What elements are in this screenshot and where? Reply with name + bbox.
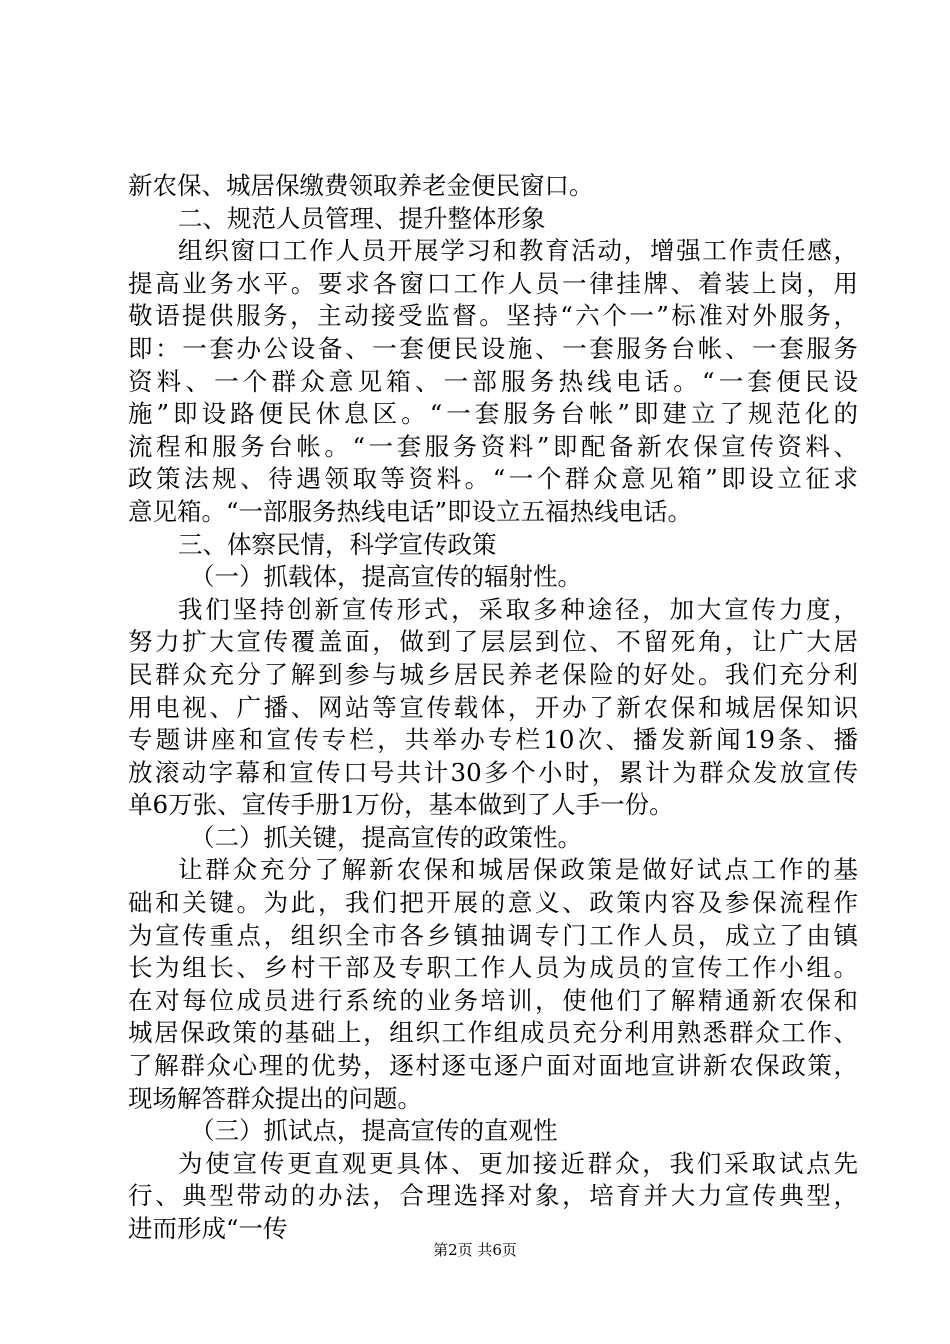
text-line: 流程和服务台帐。“一套服务资料”即配备新农保宣传资料、 (128, 431, 858, 461)
text-line: 在对每位成员进行系统的业务培训，使他们了解精通新农保和 (128, 985, 858, 1015)
text-line: 提高业务水平。要求各窗口工作人员一律挂牌、着装上岗，用 (128, 268, 858, 298)
text-line: 我们坚持创新宣传形式，采取多种途径，加大宣传力度， (178, 594, 858, 624)
section-heading: 三、体察民情，科学宣传政策 (178, 529, 497, 559)
text-line: 了解群众心理的优势，逐村逐屯逐户面对面地宣讲新农保政策， (128, 1051, 858, 1081)
subsection-heading: （二）抓关键，提高宣传的政策性。 (190, 822, 582, 852)
text-line: 为使宣传更直观更具体、更加接近群众，我们采取试点先 (178, 1148, 858, 1178)
text-line: 敬语提供服务，主动接受监督。坚持“六个一”标准对外服务， (128, 301, 858, 331)
text-line: 让群众充分了解新农保和城居保政策是做好试点工作的基 (178, 855, 858, 885)
subsection-heading: （三）抓试点，提高宣传的直观性 (190, 1116, 558, 1146)
text-line: 长为组长、乡村干部及专职工作人员为成员的宣传工作小组。 (128, 953, 858, 983)
text-line: 放滚动字幕和宣传口号共计30多个小时，累计为群众发放宣传 (128, 757, 858, 787)
document-body (128, 170, 858, 1246)
text-line: 础和关键。为此，我们把开展的意义、政策内容及参保流程作 (128, 888, 858, 918)
text-line: 民群众充分了解到参与城乡居民养老保险的好处。我们充分利 (128, 659, 858, 689)
text-line: 即：一套办公设备、一套便民设施、一套服务台帐、一套服务 (128, 333, 858, 363)
text-line: 行、典型带动的办法，合理选择对象，培育并大力宣传典型， (128, 1181, 858, 1211)
text-line: 意见箱。“一部服务热线电话”即设立五福热线电话。 (128, 496, 693, 526)
text-line: 进而形成“一传 (128, 1214, 288, 1243)
text-line: 用电视、广播、网站等宣传载体，开办了新农保和城居保知识 (128, 692, 858, 722)
text-line: 施”即设路便民休息区。“一套服务台帐”即建立了规范化的 (128, 399, 858, 429)
page-footer: 第2页 共6页 (433, 1241, 517, 1259)
text-line: 新农保、城居保缴费领取养老金便民窗口。 (128, 171, 594, 200)
subsection-heading: （一）抓载体，提高宣传的辐射性。 (190, 562, 582, 592)
text-line: 努力扩大宣传覆盖面，做到了层层到位、不留死角，让广大居 (128, 627, 858, 657)
text-line: 专题讲座和宣传专栏，共举办专栏10次、播发新闻19条、播 (128, 725, 858, 755)
text-line: 资料、一个群众意见箱、一部服务热线电话。“一套便民设 (128, 366, 858, 396)
text-line: 为宣传重点，组织全市各乡镇抽调专门工作人员，成立了由镇 (128, 920, 858, 950)
text-line: 单6万张、宣传手册1万份，基本做到了人手一份。 (128, 790, 674, 820)
text-line: 政策法规、待遇领取等资料。“一个群众意见箱”即设立征求 (128, 464, 858, 494)
text-line: 城居保政策的基础上，组织工作组成员充分利用熟悉群众工作、 (128, 1018, 858, 1048)
section-heading: 二、规范人员管理、提升整体形象 (178, 203, 546, 233)
text-line: 现场解答群众提出的问题。 (128, 1083, 422, 1113)
text-line: 组织窗口工作人员开展学习和教育活动，增强工作责任感， (178, 236, 858, 266)
